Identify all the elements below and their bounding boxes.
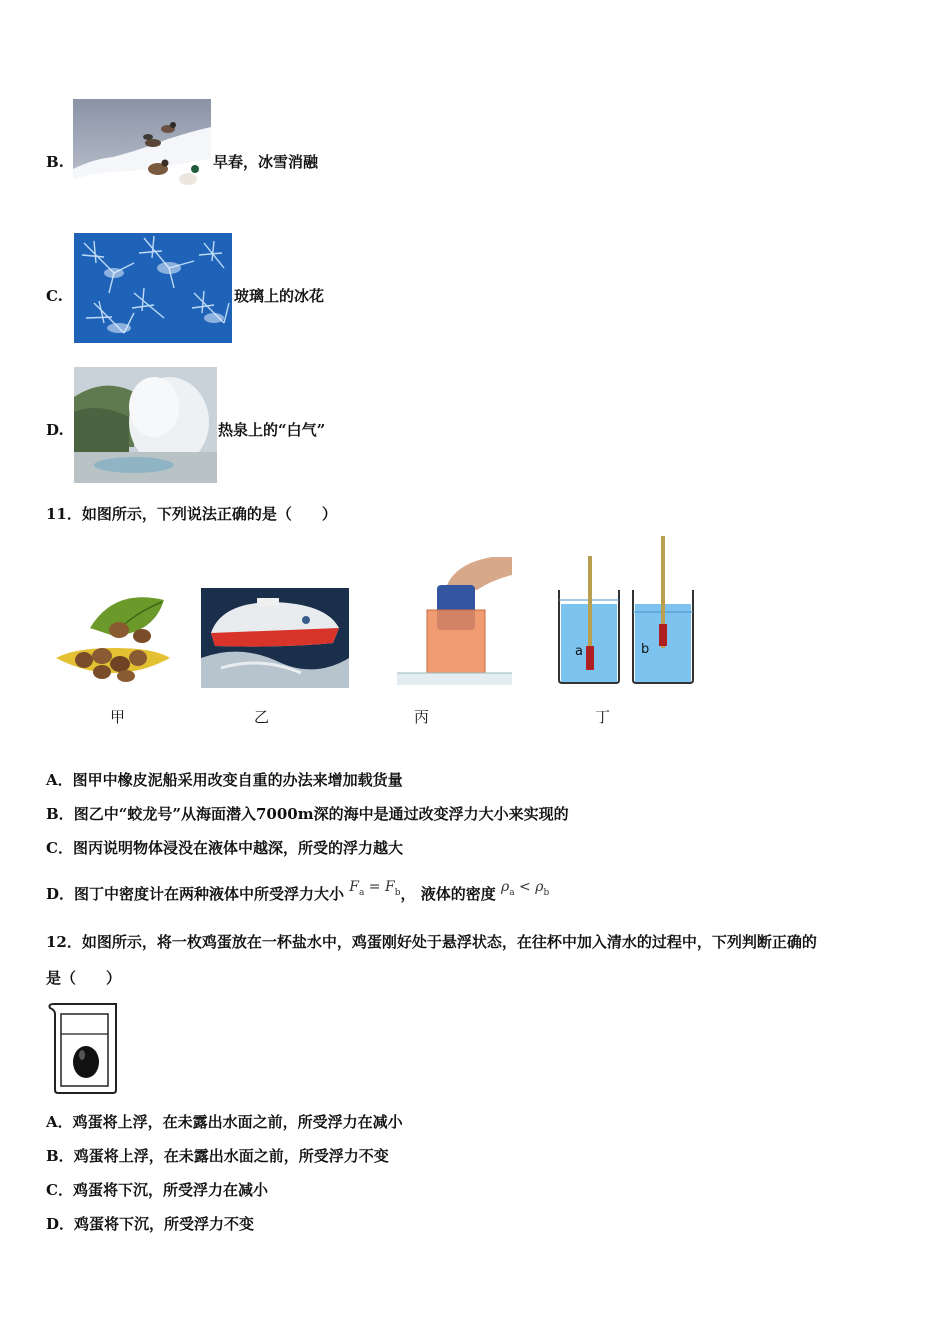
q12-option-b: B．鸡蛋将上浮，在未露出水面之前，所受浮力不变 [46, 1147, 389, 1165]
q12-option-a: A．鸡蛋将上浮，在未露出水面之前，所受浮力在减小 [46, 1113, 403, 1131]
q11-stem: 11．如图所示，下列说法正确的是（ ） [46, 505, 337, 523]
egg-in-beaker-image [46, 1000, 121, 1096]
q10-option-b-label: B. [46, 153, 64, 171]
q10-option-d-text: 热泉上的“白气” [218, 421, 326, 439]
q11-option-d: D．图丁中密度计在两种液体中所受浮力大小 $F_a = F_b$， 液体的密度 $\rho_a < \rho_b$ [46, 879, 550, 903]
q10-option-b-text: 早春，冰雪消融 [213, 153, 319, 171]
beaker-a [559, 556, 619, 683]
figure-caption-jia: 甲 [110, 708, 126, 726]
q12-stem-line1: 12．如图所示，将一枚鸡蛋放在一杯盐水中，鸡蛋刚好处于悬浮状态，在往杯中加入清水的过程中，下列判断正确的 [46, 933, 817, 951]
figure-caption-yi: 乙 [254, 708, 270, 726]
figure-caption-bing: 丙 [414, 708, 430, 726]
hydrometer-label-a: a [575, 644, 583, 659]
q10-option-c-label: C. [46, 287, 63, 305]
submersible-image [201, 588, 349, 688]
q11-option-b: B．图乙中“蛟龙号”从海面潜入7000m深的海中是通过改变浮力大小来实现的 [46, 805, 569, 823]
q11-option-c: C．图丙说明物体浸没在液体中越深，所受的浮力越大 [46, 839, 403, 857]
clay-boat-image [54, 588, 172, 688]
immersion-experiment-image [397, 555, 512, 685]
q12-option-d: D．鸡蛋将下沉，所受浮力不变 [46, 1215, 255, 1233]
q10-option-c-text: 玻璃上的冰花 [234, 287, 325, 305]
hydrometer-label-b: b [641, 642, 650, 657]
frost-on-glass-image [74, 233, 232, 343]
q11-option-a: A．图甲中橡皮泥船采用改变自重的办法来增加载货量 [46, 771, 403, 789]
buoyancy-equation: $F_a = F_b$ [349, 879, 401, 898]
ducks-on-snow-image [73, 99, 211, 213]
density-inequality: $\rho_a < \rho_b$ [500, 879, 550, 898]
q12-stem-line2: 是（ ） [46, 969, 122, 987]
figure-caption-ding: 丁 [595, 708, 611, 726]
q10-option-d-label: D. [46, 421, 64, 439]
hot-spring-image [74, 367, 217, 483]
beaker-b [633, 536, 693, 683]
hydrometer-beakers-image [555, 534, 700, 686]
q12-option-c: C．鸡蛋将下沉，所受浮力在减小 [46, 1181, 268, 1199]
